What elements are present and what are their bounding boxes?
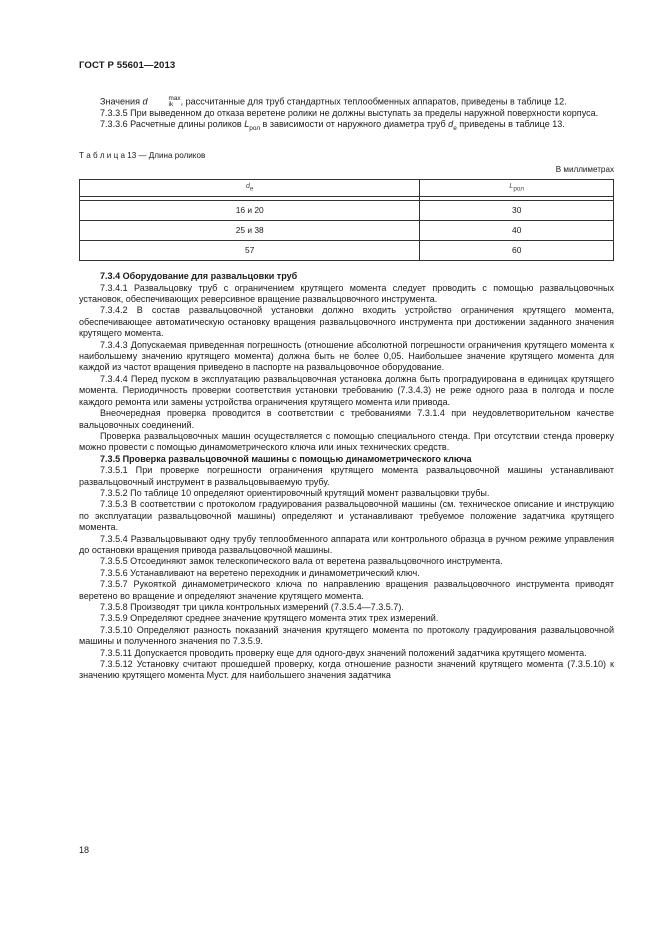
section-heading-7-3-5: 7.3.5 Проверка развальцовочной машины с помощью динамометрического ключа bbox=[100, 453, 472, 464]
cell-lrol: 40 bbox=[420, 221, 614, 241]
paragraph-stand-check: Проверка развальцовочных машин осуществляется с помощью специального стенда. При отсутствии стенда проверку можно провести с помощью динамометрического ключа или иных технических средств. bbox=[79, 430, 614, 453]
paragraph-7-3-5-4: 7.3.5.4 Развальцовывают одну трубу теплообменного аппарата или контрольного образца в ручном режиме управления до остановки вращения привода развальцовочной машины. bbox=[79, 533, 614, 555]
paragraph-7-3-5-10: 7.3.5.10 Определяют разность показаний значения крутящего момента по протоколу градуирования развальцовочной машины и полученного значения по 7.3.5.9. bbox=[79, 624, 614, 647]
paragraph-7-3-5-8: 7.3.5.8 Производят три цикла контрольных измерений (7.3.5.4—7.3.5.7). bbox=[100, 602, 404, 612]
section-heading-7-3-4: 7.3.4 Оборудование для развальцовки труб bbox=[100, 271, 298, 282]
paragraph-7-3-5-3: 7.3.5.3 В соответствии с протоколом градуирования развальцовочной машины (см. техническое описание и инструкцию по эксплуатации развальцовочной машины) определяют и устанавливают требуемое положение задатчика крутящего момента. bbox=[79, 499, 614, 533]
column-header-de: $d_e$ bbox=[80, 180, 420, 197]
table-row bbox=[80, 221, 614, 241]
paragraph-7-3-5-11: 7.3.5.11 Допускается проводить проверку еще для одного-двух значений положений задатчика крутящего момента. bbox=[100, 647, 587, 658]
paragraph-7-3-5-6: 7.3.5.6 Устанавливают на веретено переходник и динамометрический ключ. bbox=[100, 567, 420, 578]
paragraph-7-3-5-2: 7.3.5.2 По таблице 10 определяют ориентировочный крутящий момент развальцовки трубы. bbox=[100, 487, 490, 498]
paragraph-7-3-4-2: 7.3.4.2 В состав развальцовочной установки должно входить устройство ограничения крутящего момента, обеспечивающее автоматическую остановку вращения развальцовочного инструмента при достижении заданного значения крутящего момента. bbox=[79, 305, 614, 339]
cell-de: 25 и 38 bbox=[80, 221, 420, 241]
paragraph-7-3-4-1: 7.3.4.1 Развальцовку труб с ограничением крутящего момента следует проводить с помощью развальцовочных установок, обеспечивающих реверсивное вращение развальцовочного инструмента. bbox=[79, 282, 614, 305]
paragraph-7-3-3-6: 7.3.3.6 Расчетные длины роликов $L_{рол}$ в зависимости от наружного диаметра труб $d_e$ приведены в таблице 13. bbox=[100, 119, 565, 133]
document-header: ГОСТ Р 55601—2013 bbox=[79, 60, 176, 71]
table-row bbox=[80, 241, 614, 261]
table-row bbox=[80, 201, 614, 221]
paragraph-7-3-5-9: 7.3.5.9 Определяют среднее значение крутящего момента этих трех измерений. bbox=[100, 613, 439, 624]
cell-de: 57 bbox=[80, 241, 420, 261]
paragraph-7-3-5-7: 7.3.5.7 Рукояткой динамометрического ключа по направлению вращения развальцовочного инструмента приводят веретено во вращение и определяют значение крутящего момента. bbox=[79, 579, 614, 601]
cell-lrol: 60 bbox=[420, 241, 614, 261]
paragraph-dik-values: Значения d max ik , рассчитанные для труб стандартных теплообменных аппаратов, приведены в таблице 12. bbox=[100, 95, 567, 108]
paragraph-7-3-4-4: 7.3.4.4 Перед пуском в эксплуатацию развальцовочная установка должна быть проградуирована в единицах крутящего момента. Периодичность проверки соответствия установки требованию (7.3.4.3) не реже одного раза в полгода и после каждого ремонта или замены устройства ограничения крутящего момента или привода. bbox=[79, 373, 614, 407]
column-header-lrol: $L_{рол}$ bbox=[420, 180, 614, 197]
cell-de: 16 и 20 bbox=[80, 201, 420, 221]
paragraph-7-3-4-3: 7.3.4.3 Допускаемая приведенная погрешность (отношение абсолютной погрешности ограничения крутящего момента к наибольшему значению крутящего момента) должна быть не более 0,05. Наибольшее значение крутящего момента для каждой из частот вращения приведено в паспорте на развальцовочное оборудование. bbox=[79, 339, 614, 373]
document-body bbox=[79, 96, 614, 682]
paragraph-7-3-5-12: 7.3.5.12 Установку считают прошедшей проверку, когда отношение разности значений крутящего момента (7.3.5.10) к значению крутящего момента Муст. для наибольшего значения задатчика bbox=[79, 659, 614, 681]
paragraph-extra-check: Внеочередная проверка проводится в соответствии с требованиями 7.3.1.4 при неудовлетворительном качестве вальцовочных соединений. bbox=[79, 408, 614, 430]
table-caption: Т а б л и ц а 13 — Длина роликов bbox=[79, 150, 206, 160]
paragraph-7-3-5-5: 7.3.5.5 Отсоединяют замок телескопического вала от веретена развальцовочного инструмента. bbox=[100, 556, 503, 567]
cell-lrol: 30 bbox=[420, 201, 614, 221]
paragraph-7-3-5-1: 7.3.5.1 При проверке погрешности ограничения крутящего момента развальцовочной машины устанавливают развальцовочный инструмент в развальцовываемую трубу. bbox=[79, 465, 614, 487]
roller-length-table bbox=[79, 179, 614, 261]
page-number: 18 bbox=[79, 845, 90, 855]
paragraph-7-3-3-5: 7.3.3.5 При выведенном до отказа веретене ролики не должны выступать за пределы наружной поверхности корпуса. bbox=[100, 108, 599, 118]
table-unit: В миллиметрах bbox=[555, 165, 614, 175]
